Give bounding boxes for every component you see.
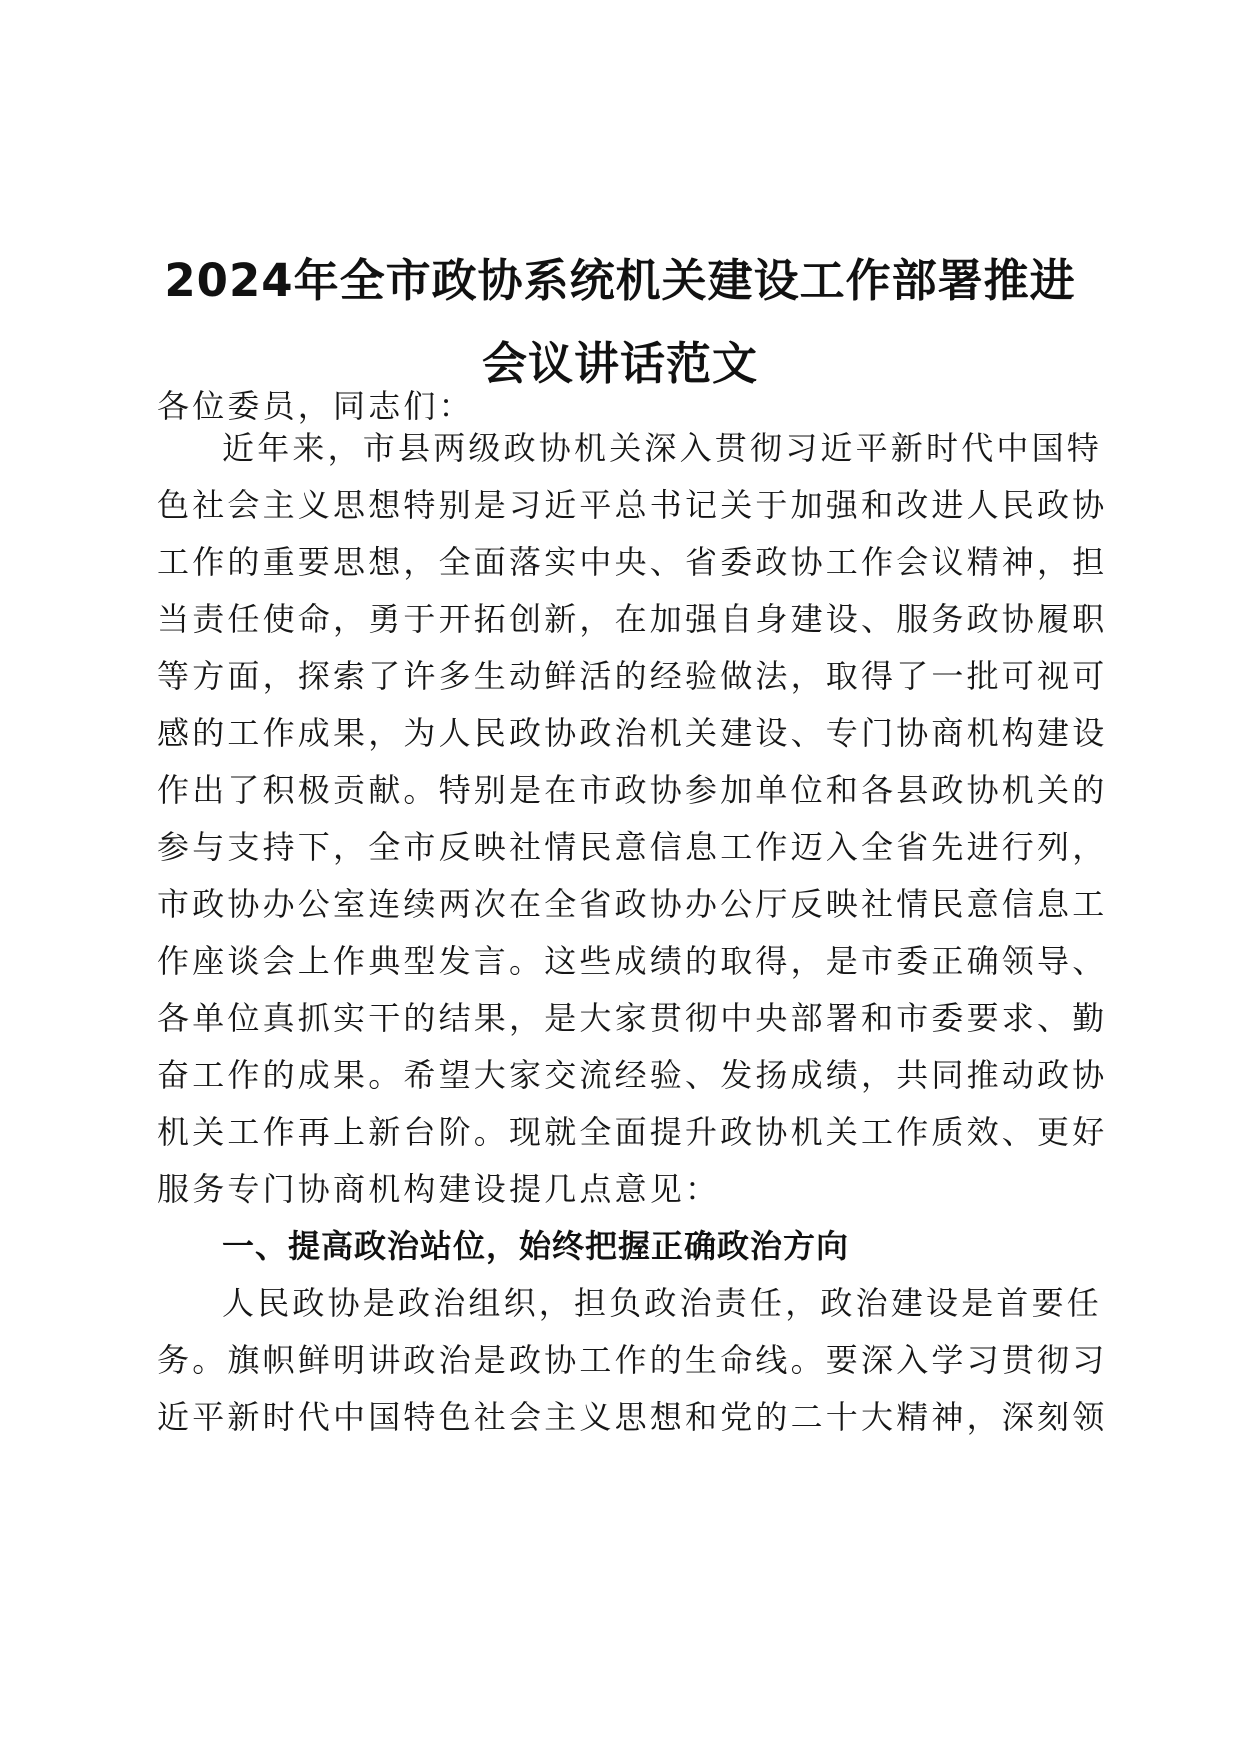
paragraph-line: 机关工作再上新台阶。现就全面提升政协机关工作质效、更好: [157, 1113, 1108, 1151]
paragraph-line: 市政协办公室连续两次在全省政协办公厅反映社情民意信息工: [157, 885, 1108, 923]
paragraph-line: 人民政协是政治组织，担负政治责任，政治建设是首要任: [222, 1284, 1103, 1322]
salutation: 各位委员，同志们：: [157, 387, 474, 425]
paragraph-line: 参与支持下，全市反映社情民意信息工作迈入全省先进行列，: [157, 828, 1108, 866]
paragraph-line: 务。旗帜鲜明讲政治是政协工作的生命线。要深入学习贯彻习: [157, 1341, 1108, 1379]
document-title-line-1: 2024年全市政协系统机关建设工作部署推进: [164, 254, 1076, 307]
paragraph-line: 各单位真抓实干的结果，是大家贯彻中央部署和市委要求、勤: [157, 999, 1108, 1037]
paragraph-line: 感的工作成果，为人民政协政治机关建设、专门协商机构建设: [157, 714, 1108, 752]
section-heading-1: 一、提高政治站位，始终把握正确政治方向: [222, 1227, 850, 1265]
document-title-line-2: 会议讲话范文: [481, 337, 758, 390]
paragraph-line: 等方面，探索了许多生动鲜活的经验做法，取得了一批可视可: [157, 657, 1108, 695]
paragraph-line: 服务专门协商机构建设提几点意见：: [157, 1170, 721, 1208]
paragraph-line: 近平新时代中国特色社会主义思想和党的二十大精神，深刻领: [157, 1398, 1108, 1436]
paragraph-line: 作座谈会上作典型发言。这些成绩的取得，是市委正确领导、: [157, 942, 1108, 980]
paragraph-line: 奋工作的成果。希望大家交流经验、发扬成绩，共同推动政协: [157, 1056, 1108, 1094]
paragraph-line: 作出了积极贡献。特别是在市政协参加单位和各县政协机关的: [157, 771, 1108, 809]
paragraph-line: 当责任使命，勇于开拓创新，在加强自身建设、服务政协履职: [157, 600, 1108, 638]
paragraph-line: 色社会主义思想特别是习近平总书记关于加强和改进人民政协: [157, 486, 1108, 524]
paragraph-line: 工作的重要思想，全面落实中央、省委政协工作会议精神，担: [157, 543, 1108, 581]
paragraph-line: 近年来，市县两级政协机关深入贯彻习近平新时代中国特: [222, 429, 1103, 467]
